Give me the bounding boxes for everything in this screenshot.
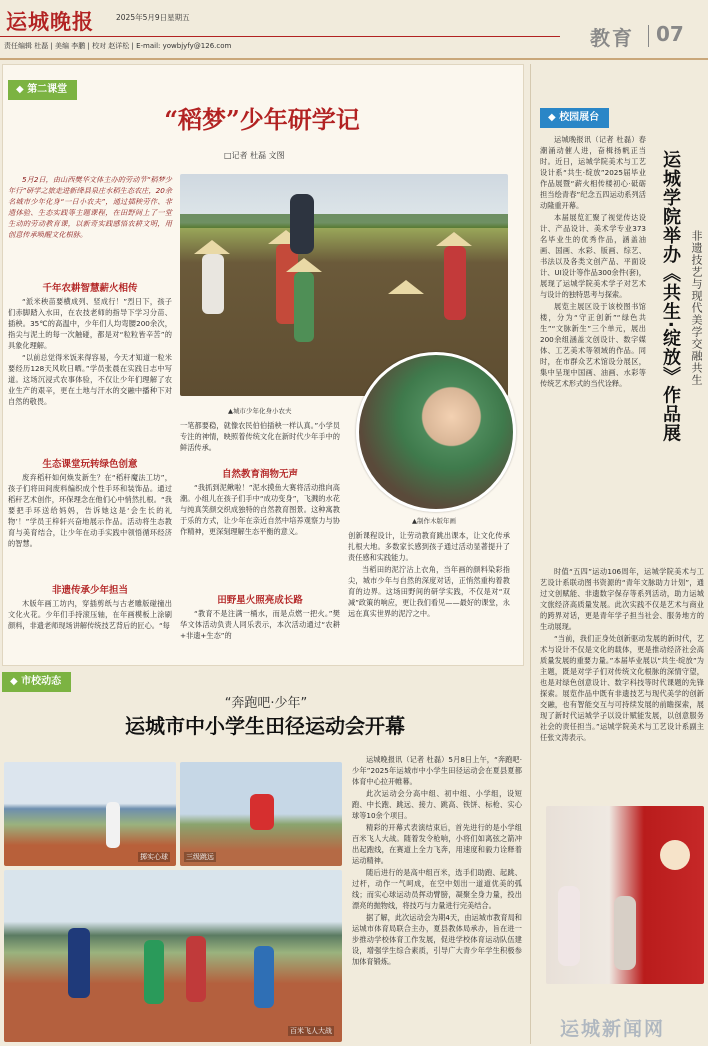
story3-para: 随后进行的是高中组百米，选手们助跑、起跳、过杆，动作一气呵成，在空中划出一道道优美的弧线；而实心球运动员挥动臂膀，凝聚全身力量，投出漂亮的抛物线，将技巧与力量进行完美结合。 (352, 868, 522, 910)
column-divider (530, 64, 531, 1044)
story3-tag-label: 市校动态 (21, 676, 62, 687)
story1-col1c (8, 598, 172, 632)
story1-lead-text: 5月2日，由山西樊华文体主办的劳动节“稻梦少年行”研学之旅走进新绛县泉庄水稻生态农庄，20余名城市少年化身“一日小农夫”，通过插秧劳作、非遗体验、生态实践等主题课程，在田野间上了一堂生动的劳动教育课，以新奇实践感悟农耕文明，用创意传承唤醒文化根脉。 (8, 175, 172, 239)
story1-para: “我抓到泥鳅啦！”泥水摸鱼大赛将活动推向高潮。小组儿在孩子们手中“成功变身”，飞溅的水花与纯真笑颜交织成独特的自然教育图景。这种寓教于乐的方式，让少年在亲近自然中培养观察力与协作精神，更深刻理解生态平衡的意义。 (180, 483, 340, 536)
child (202, 254, 224, 314)
story3-col (352, 754, 522, 968)
story1-col2c (180, 608, 340, 642)
issue-date: 2025年5月9日星期五 (116, 13, 190, 22)
child (444, 246, 466, 320)
story3-para: 此次运动会分高中组、初中组、小学组，设短跑、中长跑、跳远、接力、跳高、铁饼、标枪、实心球等10余个项目。 (352, 789, 522, 820)
story3-photo3-caption: 百米飞人大战 (290, 1027, 332, 1035)
runner (68, 928, 90, 998)
story1-heading-1: 千年农耕智慧薪火相传 (42, 283, 138, 294)
story3-photo-sprint (4, 870, 342, 1042)
masthead-bottom-rule (0, 58, 708, 60)
story3-photo-triplejump (180, 762, 342, 866)
story1-para: 当稻田的泥泞沾上衣角，当年画的颜料染彩指尖，城市少年与自然的深度对话，正悄然重构着教育的边界。这场田野间的研学实践，不仅是对“双减”政策的响应，更让我们看见——最好的课堂，永远在真实世界的泥泞之中。 (348, 565, 510, 618)
athlete (106, 802, 120, 848)
straw-hat (436, 232, 472, 246)
story1-col2 (180, 420, 340, 454)
story2-subhead: 非遗技艺与现代美学交融共生 (690, 230, 703, 386)
story1-tag-label: 第二课堂 (27, 84, 68, 95)
masthead-rule (0, 36, 560, 37)
story3-photo1-caption: 掷实心球 (140, 853, 168, 861)
story2-para: 展览主展区设于该校图书馆楼，分为“守正创新”“绿色共生”“文脉新生”三个单元，展出200余组涵盖文创设计、数字媒体、工艺美术等领域的作品。同时，在市群众艺术馆设分展区，集中呈现中国画、油画、水彩等传统艺术形式的当代诠释。 (540, 302, 646, 388)
visitor (558, 886, 580, 966)
diamond-icon: ◆ (16, 84, 24, 95)
story3-para: 据了解，此次运动会为期4天，由运城市教育局和运城市体育局联合主办，夏县教体局承办，旨在进一步推动学校体育工作发展，促进学校体育运动队伍建设，增强学生综合素质，引导广大青少年学生积极参加体育锻炼。 (352, 913, 522, 966)
diamond-icon: ◆ (548, 112, 556, 123)
straw-hat (194, 240, 230, 254)
story1-para: “以前总觉得米饭来得容易，今天才知道一粒米要经历128天风吹日晒。”学员张晨在实践日志中写道。这场沉浸式农事体验，不仅让少年们理解了农业生产的艰辛，更在土地与汗水的交融中播种下对自然的敬畏。 (8, 353, 172, 406)
page-number: 07 (656, 22, 684, 46)
story3-headline: 运城市中小学生田径运动会开幕 (125, 714, 405, 738)
story1-photo-woodblock (356, 352, 516, 512)
paper-logo: 运城晚报 (6, 9, 94, 34)
adult (290, 194, 314, 254)
story1-col2b (180, 482, 340, 538)
story3-para: 精彩的开幕式表演结束后，首先进行的是小学组百米飞人大战。随着发令枪响，小将们如离弦之箭冲出起跑线，在赛道上全力飞奔，用速度和毅力诠释着运动精神。 (352, 823, 522, 865)
runner (144, 940, 164, 1004)
runner (186, 936, 206, 1002)
story3-tag (2, 672, 71, 692)
straw-hat (388, 280, 424, 294)
exhibit-fan (660, 840, 690, 870)
story3-photo-shotput (4, 762, 176, 866)
story1-heading-5: 田野星火照亮成长路 (217, 595, 303, 606)
visitor (614, 896, 636, 970)
story1-para: 一笔都要稳，就像农民伯伯插秧一样认真。”小学员专注的神情，映照着传统文化在新时代少年手中的鲜活传承。 (180, 421, 340, 452)
runner (254, 946, 274, 1008)
story2-para: 运城晚报讯（记者 杜磊）春潮涌动催人进，奋楫扬帆正当时。近日，运城学院美术与工艺设计系“共生·绽放”2025届毕业作品展暨“薪火相传楼初心·砥砺担当绘青春”纪念五四运动系列活动隆重开幕。 (540, 135, 646, 210)
story2-para: “当前，我们正身处创新驱动发展的新时代，艺术与设计不仅是文化的载体，更是推动经济社会高质量发展的重要力量。”本届毕业展以“共生·绽放”为主题，既是对学子们对传统文化根脉的深情守望，也是对绿色创意设计、数字科技等时代课题的先锋探索。展览作品中既有非遗技艺与现代美学的创新交融，也有智能交互与可持续发展的前瞻探索，展现了新时代运城学子以设计赋能发展，以创意服务社会的责任担当。”运城学院美术与工艺设计系副主任张文涛表示。 (540, 634, 704, 742)
story1-para: 木版年画工坊内，穿插剪纸与古老雕版碰撞出文化火花。少年们手持滚压轴，在年画模板上涂刷颜料，非遗老师现场讲解传统技艺背后的匠心。“每 (8, 599, 172, 630)
section-name: 教育 (590, 26, 634, 50)
story1-heading-3: 非遗传承少年担当 (51, 585, 128, 596)
story2-tag-label: 校园展台 (559, 112, 600, 123)
diamond-icon: ◆ (10, 676, 18, 687)
story2-col-wide (540, 566, 704, 744)
story1-byline: □记者 杜磊 文图 (224, 151, 285, 160)
story1-photo1-caption: ▲城市少年化身小农夫 (228, 407, 292, 415)
story3-kicker: “奔跑吧·少年” (224, 696, 308, 711)
story1-photo2-caption: ▲制作木版年画 (412, 517, 456, 525)
story1-col1b (8, 472, 172, 550)
story1-heading-2: 生态课堂玩转绿色创意 (42, 459, 138, 470)
story1-tag (8, 80, 77, 100)
story1-para: “教育不是注满一桶水，而是点燃一把火。”樊华文体活动负责人同乐表示，本次活动通过“农耕+非遗+生态”的 (180, 609, 340, 640)
story2-para: 时值“五四”运动106周年，运城学院美术与工艺设计系联动图书资源的“青年文脉助力计划”，通过文创赋能、非遗数字保存等系列活动，助力运城文旅经济高质量发展。此次实践不仅是艺术与商业的跨界对话，更是青年学子担当社会、服务地方的生动展现。 (540, 567, 704, 631)
story1-title: “稻梦”少年研学记 (164, 105, 360, 134)
story3-para: 运城晚报讯（记者 杜磊）5月8日上午，“奔跑吧·少年”2025年运城市中小学生田径运动会在夏县夏都体育中心拉开帷幕。 (352, 755, 522, 786)
story1-para: 创新课程设计，让劳动教育跳出课本，让文化传承扎根大地。多数家长感到孩子通过活动显著提升了责任感和实践能力。 (348, 531, 510, 562)
story2-headline: 运城学院举办《共生·绽放》作品展 (660, 150, 681, 443)
story1-para: 废弃稻秆如何焕发新生？在“稻秆魔法工坊”，孩子们将田间废料编织成个性手环和装饰品。通过稻秆艺术创作，环保理念在他们心中悄然扎根。“我要把手环送给妈妈，告诉她这是‘会生长的礼物’！”学员王梓轩兴奋地展示作品。活动将生态教育与美育结合，让少年在动手实践中领悟循环经济的智慧。 (8, 473, 172, 548)
story2-para: 本届展览汇聚了视觉传达设计、产品设计、美术学专业373名毕业生的优秀作品，涵盖油画、国画、水彩、版画、综艺、书法以及各类文创产品、平面设计、UI设计等作品300余件(套)，展现了运城学院美术学子对艺术与设计的独特思考与探索。 (540, 213, 646, 299)
story1-col1 (8, 296, 172, 408)
section-divider (648, 25, 649, 47)
story1-lead (8, 174, 172, 241)
story1-col3 (348, 530, 510, 620)
story1-heading-4: 自然教育润物无声 (221, 469, 298, 480)
editor-line: 责任编辑 杜磊 | 美编 李鹏 | 校对 赵详松 | E-mail: yowbjyfy@126.com (4, 42, 232, 50)
watermark-logo: 运城新闻网 (560, 1018, 666, 1040)
story2-col (540, 134, 646, 390)
trees (180, 214, 508, 228)
story1-para: “派米秧苗要横成列、竖成行！”烈日下，孩子们赤脚踏入水田，在农技老师的指导下学习分苗、插秧。35℃的高温中，少年们人均弯腰200余次，指尖与泥土的每一次触碰，都是对“粒粒皆辛苦”的具象化理解。 (8, 297, 172, 350)
story2-photo-exhibition (546, 806, 704, 984)
athlete (250, 794, 274, 830)
child (294, 272, 314, 342)
story2-tag (540, 108, 609, 128)
story3-photo2-caption: 三级跳远 (186, 853, 214, 861)
masthead (0, 0, 708, 58)
